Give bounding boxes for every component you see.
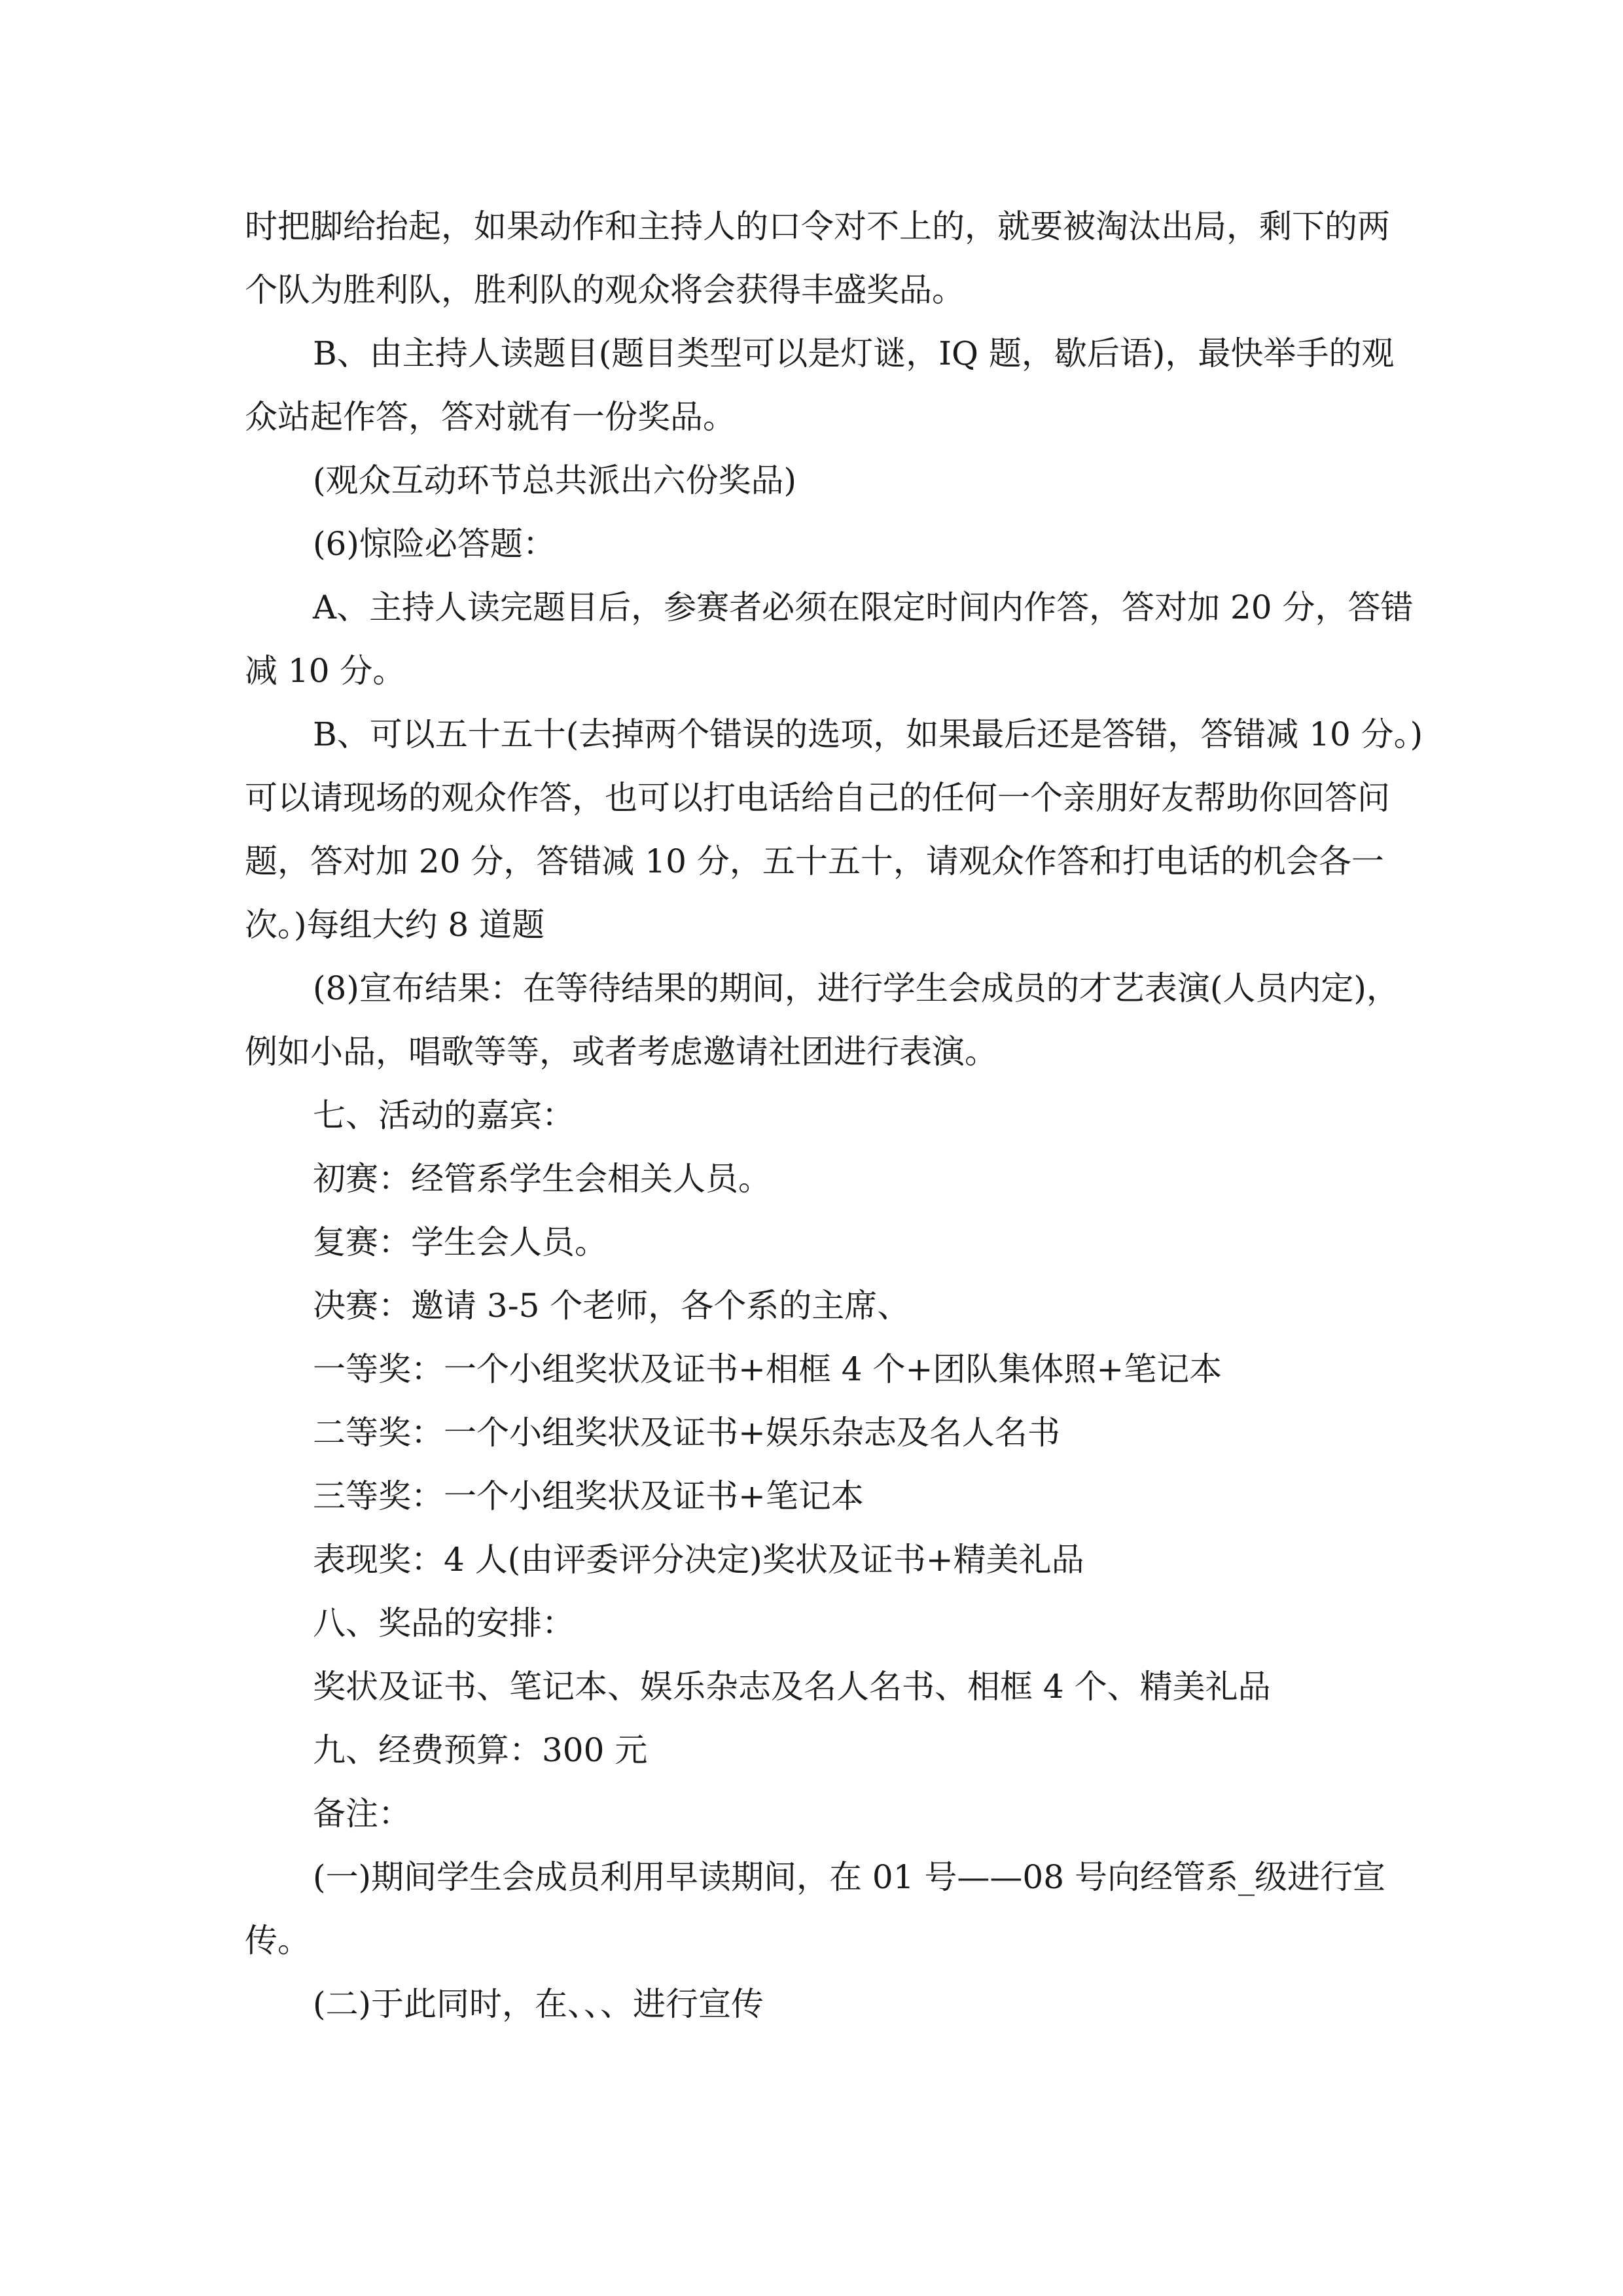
award-line: 三等奖：一个小组奖状及证书+笔记本 [313,1477,864,1515]
text-line: (一)期间学生会成员利用早读期间，在 01 号——08 号向经管系_级进行宣 [313,1858,1385,1896]
text-line: 决赛：邀请 3-5 个老师，各个系的主席、 [313,1287,910,1325]
section-heading: 七、活动的嘉宾： [313,1096,575,1134]
text-line: 减 10 分。 [245,652,406,690]
text-line: 初赛：经管系学生会相关人员。 [313,1160,771,1198]
text-line: B、由主持人读题目(题目类型可以是灯谜，IQ 题，歇后语)，最快举手的观 [313,334,1395,372]
document-body [245,195,1423,2036]
section-heading: 备注： [313,1795,411,1833]
text-line: 时把脚给抬起，如果动作和主持人的口令对不上的，就要被淘汰出局，剩下的两 [245,207,1390,245]
text-line: 例如小品，唱歌等等，或者考虑邀请社团进行表演。 [245,1033,997,1071]
text-line: (观众互动环节总共派出六份奖品) [313,461,797,499]
section-heading: 九、经费预算：300 元 [313,1731,648,1769]
text-line: B、可以五十五十(去掉两个错误的选项，如果最后还是答错，答错减 10 分。) [313,715,1423,753]
award-line: 表现奖：4 人(由评委评分决定)奖状及证书+精美礼品 [313,1541,1084,1579]
text-line: 传。 [245,1922,310,1960]
text-line: A、主持人读完题目后，参赛者必须在限定时间内作答，答对加 20 分，答错 [313,588,1414,626]
award-line: 二等奖：一个小组奖状及证书+娱乐杂志及名人名书 [313,1414,1060,1452]
text-line: 众站起作答，答对就有一份奖品。 [245,398,736,436]
text-line: 可以请现场的观众作答，也可以打电话给自己的任何一个亲朋好友帮助你回答问 [245,779,1390,817]
text-line: 次。)每组大约 8 道题 [245,906,545,944]
text-line: 奖状及证书、笔记本、娱乐杂志及名人名书、相框 4 个、精美礼品 [313,1668,1271,1706]
section-heading: 八、奖品的安排： [313,1604,575,1642]
section-heading: (6)惊险必答题： [313,525,556,563]
text-line: 复赛：学生会人员。 [313,1223,607,1261]
section-heading: (8)宣布结果：在等待结果的期间，进行学生会成员的才艺表演(人员内定)， [313,969,1399,1007]
text-line: 个队为胜利队，胜利队的观众将会获得丰盛奖品。 [245,271,965,309]
award-line: 一等奖：一个小组奖状及证书+相框 4 个+团队集体照+笔记本 [313,1350,1222,1388]
text-line: 题，答对加 20 分，答错减 10 分，五十五十，请观众作答和打电话的机会各一 [245,842,1384,880]
text-line: (二)于此同时，在、、、进行宣传 [313,1985,764,2023]
